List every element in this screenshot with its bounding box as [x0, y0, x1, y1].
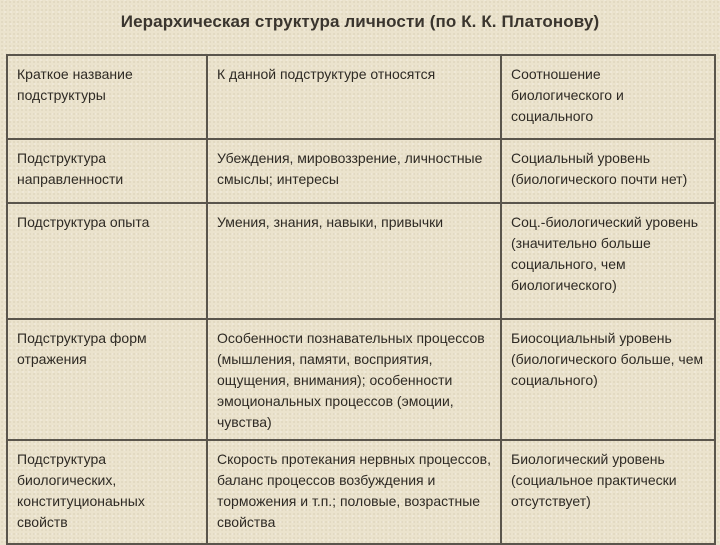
- cell-text: Подструктура опыта: [17, 214, 150, 230]
- table-cell: [207, 203, 501, 319]
- table-cell: [501, 319, 715, 440]
- table-cell: [7, 319, 207, 440]
- table-cell: [501, 440, 715, 544]
- table-cell: [207, 139, 501, 203]
- header-cell-ratio: [501, 55, 715, 139]
- personality-structure-table: [6, 54, 716, 545]
- table-cell: [501, 203, 715, 319]
- table-row: [7, 203, 715, 319]
- cell-text: Подструктура форм отражения: [17, 330, 147, 367]
- cell-text: Скорость протекания нервных процессов, баланс процессов возбуждения и торможения и т.п.; половые, возрастные свойства: [217, 451, 491, 530]
- header-cell-content: [207, 55, 501, 139]
- cell-text: Подструктура биологических, конституционаьных свойств: [17, 451, 145, 530]
- table-row: [7, 440, 715, 544]
- table-cell: [7, 139, 207, 203]
- table-cell: [207, 319, 501, 440]
- slide-title: Иерархическая структура личности (по К. К. Платонову): [120, 12, 600, 31]
- table-cell: [7, 440, 207, 544]
- table-header-row: [7, 55, 715, 139]
- cell-text: Соц.-биологический уровень (значительно больше социального, чем биологического): [511, 214, 699, 293]
- table-row: [7, 139, 715, 203]
- table-row: [7, 319, 715, 440]
- table-cell: [7, 203, 207, 319]
- cell-text: Биологический уровень (социальное практически отсутствует): [511, 451, 677, 509]
- cell-text: Убеждения, мировоззрение, личностные смыслы; интересы: [217, 150, 483, 187]
- header-cell-text: Краткое название подструктуры: [17, 66, 133, 103]
- cell-text: Особенности познавательных процессов (мышления, памяти, восприятия, ощущения, внимания); особенности эмоциональных процессов (эмоции, чувства): [217, 330, 485, 430]
- cell-text: Социальный уровень (биологического почти нет): [511, 150, 688, 187]
- table-cell: [501, 139, 715, 203]
- cell-text: Умения, знания, навыки, привычки: [217, 214, 444, 230]
- table-cell: [207, 440, 501, 544]
- header-cell-text: К данной подструктуре относятся: [217, 66, 436, 82]
- header-cell-text: Соотношение биологического и социального: [511, 66, 624, 124]
- cell-text: Подструктура направленности: [17, 150, 124, 187]
- cell-text: Биосоциальный уровень (биологического больше, чем социального): [511, 330, 704, 388]
- header-cell-name: [7, 55, 207, 139]
